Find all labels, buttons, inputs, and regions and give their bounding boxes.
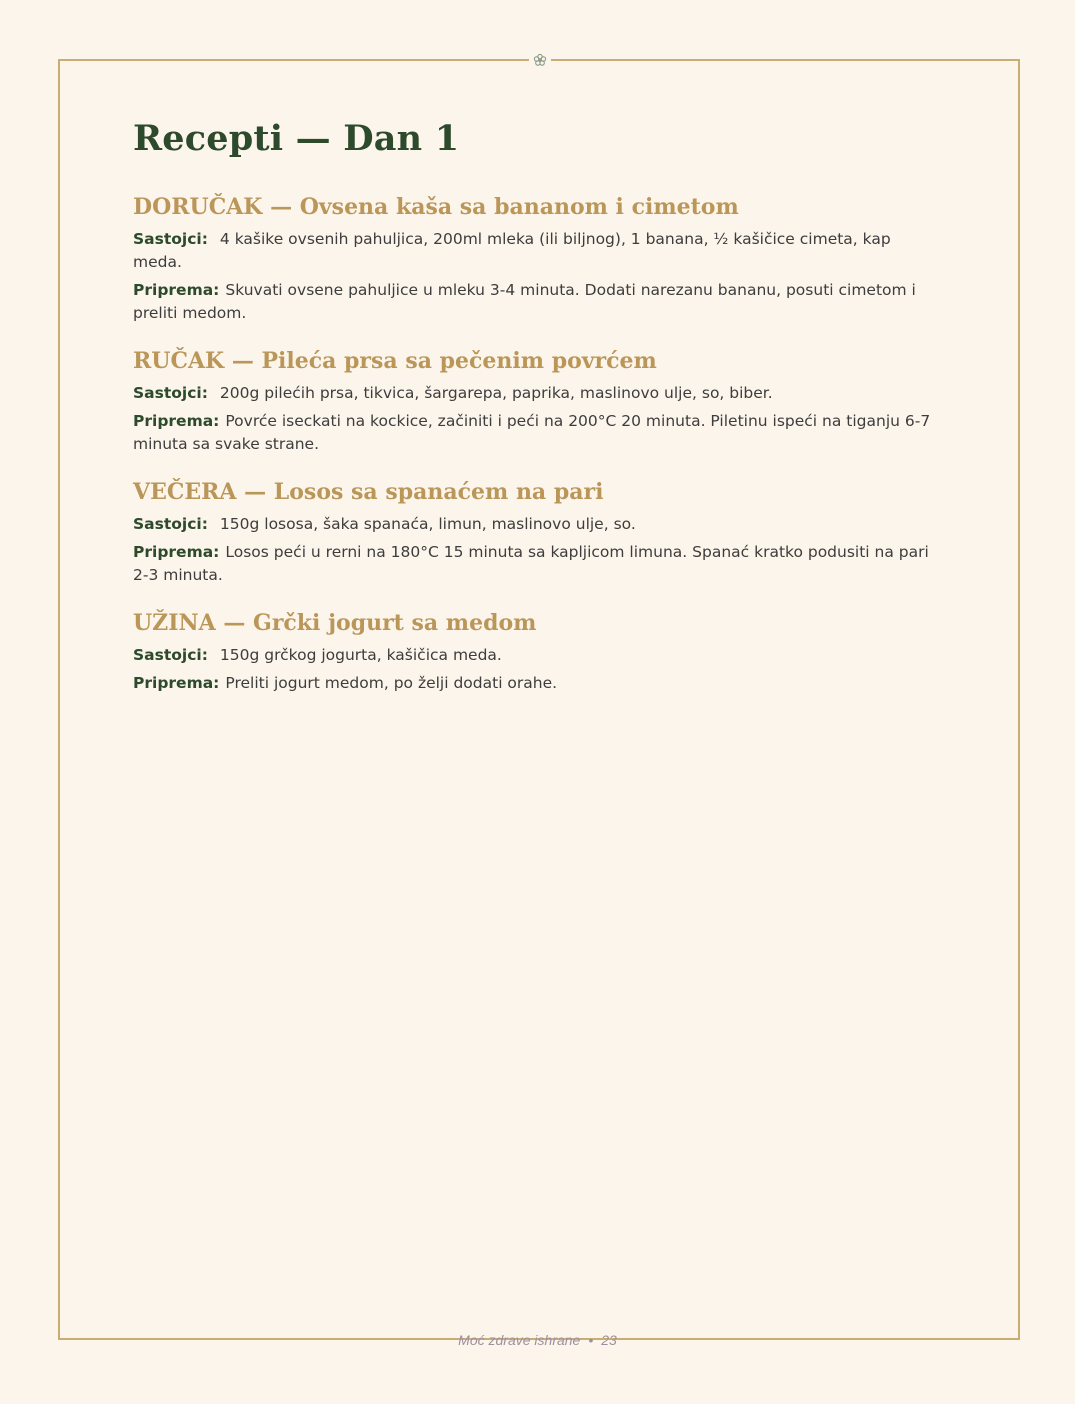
page-number: 23	[601, 1332, 617, 1348]
meal-heading: RUČAK — Pileća prsa sa pečenim povrćem	[133, 348, 657, 374]
ingredients-text: 150g lososa, šaka spanaća, limun, maslinovo ulje, so.	[219, 515, 636, 533]
ingredients-line	[133, 228, 943, 274]
meal-dinner	[133, 477, 943, 587]
preparation-text: Povrće iseckati na kockice, začiniti i peći na 200°C 20 minuta. Piletinu ispeći na tiganju 6-7 minuta sa svake strane.	[133, 412, 931, 453]
ingredients-line	[133, 644, 943, 667]
footer-book-title: Moć zdrave ishrane	[458, 1332, 581, 1348]
meal-heading: DORUČAK — Ovsena kaša sa bananom i cimetom	[133, 194, 739, 220]
preparation-label: Priprema:	[133, 412, 220, 430]
ingredients-text: 150g grčkog jogurta, kašičica meda.	[219, 646, 502, 664]
ingredients-text: 200g pilećih prsa, tikvica, šargarepa, paprika, maslinovo ulje, so, biber.	[219, 384, 773, 402]
ingredients-text: 4 kašike ovsenih pahuljica, 200ml mleka (ili biljnog), 1 banana, ½ kašičice cimeta, kap meda.	[133, 230, 891, 271]
meal-snack	[133, 608, 943, 695]
preparation-text: Preliti jogurt medom, po želji dodati orahe.	[225, 674, 558, 692]
page-content	[133, 116, 943, 716]
preparation-text: Skuvati ovsene pahuljice u mleku 3-4 minuta. Dodati narezanu bananu, posuti cimetom i preliti medom.	[133, 281, 916, 322]
flower-icon	[529, 50, 551, 70]
meal-heading: UŽINA — Grčki jogurt sa medom	[133, 610, 537, 636]
preparation-line	[133, 410, 943, 456]
preparation-label: Priprema:	[133, 543, 220, 561]
ingredients-label: Sastojci:	[133, 230, 208, 248]
ingredients-label: Sastojci:	[133, 515, 208, 533]
preparation-line	[133, 541, 943, 587]
footer-separator: •	[588, 1332, 594, 1348]
meal-lunch	[133, 346, 943, 456]
ingredients-label: Sastojci:	[133, 384, 208, 402]
meal-breakfast	[133, 192, 943, 325]
page-title: Recepti — Dan 1	[133, 118, 460, 159]
ingredients-label: Sastojci:	[133, 646, 208, 664]
preparation-label: Priprema:	[133, 281, 220, 299]
ingredients-line	[133, 382, 943, 405]
preparation-line	[133, 279, 943, 325]
preparation-label: Priprema:	[133, 674, 220, 692]
ingredients-line	[133, 513, 943, 536]
page-footer	[0, 1332, 1075, 1348]
meal-heading: VEČERA — Losos sa spanaćem na pari	[133, 479, 604, 505]
preparation-line	[133, 672, 943, 695]
preparation-text: Losos peći u rerni na 180°C 15 minuta sa kapljicom limuna. Spanać kratko podusiti na pari 2-3 minuta.	[133, 543, 929, 584]
